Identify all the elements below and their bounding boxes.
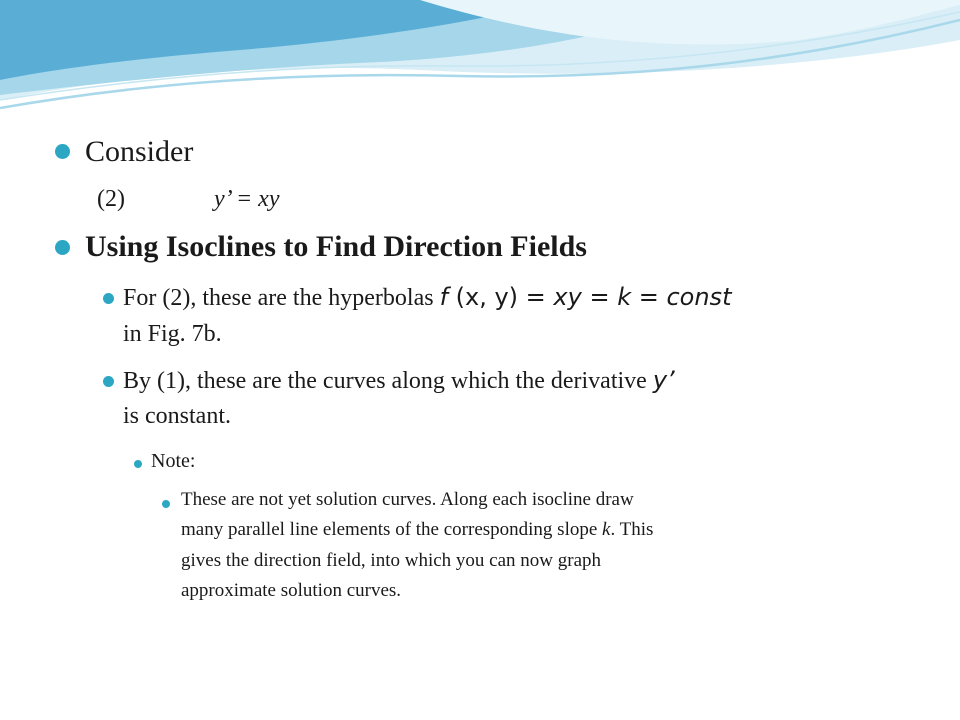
derivative-symbol: y’ — [652, 366, 675, 394]
equation-number: (2) — [97, 186, 125, 212]
bullet-dot — [134, 460, 142, 468]
note-line-2: many parallel line elements of the corresponding slope k. This — [181, 519, 654, 540]
equation-formula: y’ = xy — [214, 186, 280, 212]
bullet-dot — [103, 376, 114, 387]
consider-text: Consider — [85, 135, 194, 168]
bullet-dot — [162, 500, 170, 508]
bullet-dot — [55, 240, 70, 255]
bullet-isoclines-heading: Using Isoclines to Find Direction Fields — [85, 230, 587, 263]
bullet-note: Note: — [151, 450, 196, 472]
bullet-hyperbolas-cont: in Fig. 7b. — [123, 321, 222, 347]
bullet-hyperbolas: For (2), these are the hyperbolas f (x, y) = xy = k = const — [123, 283, 732, 311]
bullet-consider — [85, 135, 193, 169]
slope-k: k — [602, 519, 611, 540]
bullet-dot — [55, 144, 70, 159]
bullet-derivative-cont: is constant. — [123, 403, 231, 429]
bullet-dot — [103, 293, 114, 304]
hyperbola-formula: f (x, y) = xy = k = const — [439, 283, 732, 311]
note-line-1: These are not yet solution curves. Along each isocline draw — [181, 489, 634, 510]
note-line-4: approximate solution curves. — [181, 580, 402, 601]
note-line-3: gives the direction field, into which you can now graph — [181, 550, 602, 571]
bullet-derivative: By (1), these are the curves along which the derivative y’ — [123, 366, 675, 394]
